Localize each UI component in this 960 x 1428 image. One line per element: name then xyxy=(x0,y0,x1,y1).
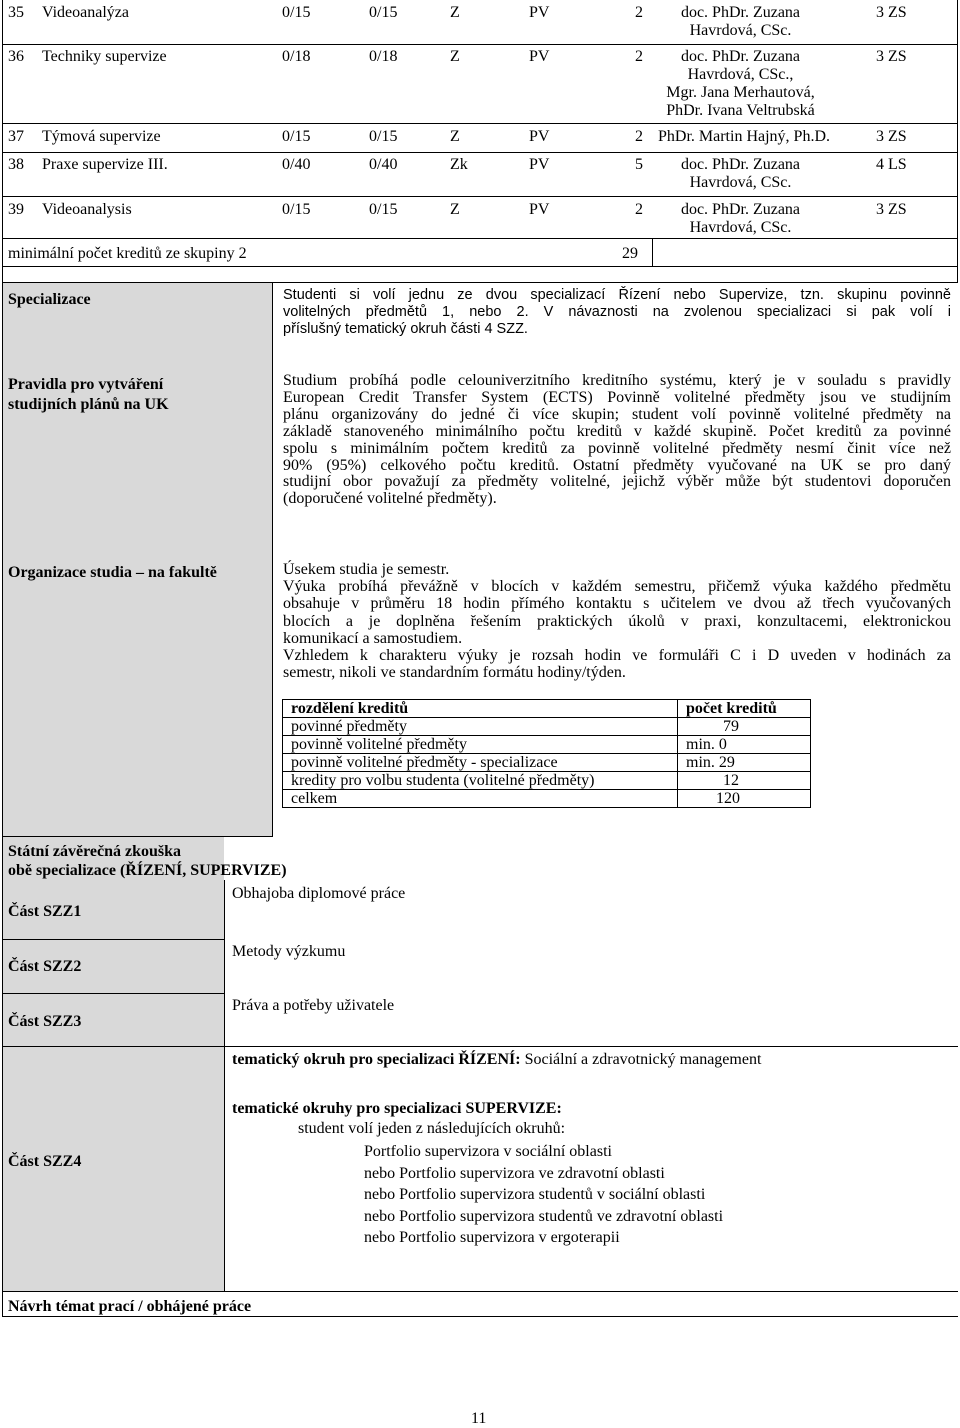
course-type: PV xyxy=(529,156,550,173)
course-hours-1: 0/40 xyxy=(282,156,311,173)
organizace-text: Úsekem studia je semestr. Výuka probíhá převážně v blocích v každém semestru, přičemž výuka každého předmětu obsahuje v průměru 18 hodin přímého kontaktu s učitelem ve dvou až třech vyučovaných blocích a je doplněna řešením praktických úkolů v praxi, konzultacemi, elektronickou komunikací a samostudiem. Vzhledem k charakteru výuky je rozsah hodin ve formuláři C i D uveden v hodinách za semestr, nikoli ve standardním formátu hodiny/týden. xyxy=(283,561,951,682)
course-hours-2: 0/15 xyxy=(369,4,398,21)
course-exam: Z xyxy=(450,4,460,21)
course-type: PV xyxy=(529,128,550,145)
course-semester: 3 ZS xyxy=(876,4,907,21)
course-exam: Z xyxy=(450,201,460,218)
credit-distribution-table xyxy=(282,699,811,808)
course-credits: 2 xyxy=(635,48,643,65)
szz-part-content: Metody výzkumu xyxy=(232,943,346,960)
szz-part-label: Část SZZ2 xyxy=(8,958,82,975)
szz-part-label: Část SZZ1 xyxy=(8,903,82,920)
course-hours-2: 0/15 xyxy=(369,201,398,218)
list-item: nebo Portfolio supervizora ve zdravotní oblasti xyxy=(364,1164,665,1182)
course-exam: Z xyxy=(450,48,460,65)
szz-title: Státní závěrečná zkouška xyxy=(8,843,182,860)
navrh-label: Návrh témat prací / obhájené práce xyxy=(8,1298,252,1315)
course-number: 37 xyxy=(8,128,24,145)
course-semester: 3 ZS xyxy=(876,128,907,145)
course-lecturer: doc. PhDr. Zuzana Havrdová, CSc. xyxy=(680,201,801,236)
supervize-list xyxy=(364,1141,723,1249)
course-hours-2: 0/18 xyxy=(369,48,398,65)
course-hours-1: 0/15 xyxy=(282,128,311,145)
list-item: Portfolio supervizora v sociální oblasti xyxy=(364,1143,612,1160)
rizeni-topic: tematický okruh pro specializaci ŘÍZENÍ: Sociální a zdravotnický management xyxy=(232,1051,762,1068)
pravidla-label: Pravidla pro vytváření studijních plánů na UK xyxy=(8,376,169,413)
course-type: PV xyxy=(529,48,550,65)
course-hours-2: 0/15 xyxy=(369,128,398,145)
min-credits-label: minimální počet kreditů ze skupiny 2 xyxy=(8,245,247,262)
supervize-topic-title: tematické okruhy pro specializaci SUPERVIZE: xyxy=(232,1100,562,1117)
szz-part-label: Část SZZ4 xyxy=(8,1153,82,1170)
course-credits: 2 xyxy=(635,128,643,145)
szz-part-content: Práva a potřeby uživatele xyxy=(232,997,395,1014)
course-name: Videoanalýza xyxy=(42,4,129,21)
course-hours-1: 0/15 xyxy=(282,201,311,218)
szz-part-label: Část SZZ3 xyxy=(8,1013,82,1030)
szz-part-content: Obhajoba diplomové práce xyxy=(232,885,406,902)
course-hours-1: 0/18 xyxy=(282,48,311,65)
label-column-bg xyxy=(2,282,272,837)
course-row xyxy=(8,4,24,22)
list-item: nebo Portfolio supervizora studentů ve zdravotní oblasti xyxy=(364,1207,724,1225)
table-row: povinně volitelné předměty min. 0 xyxy=(283,736,811,754)
course-exam: Zk xyxy=(450,156,468,173)
table-header-row xyxy=(283,700,811,718)
course-semester: 3 ZS xyxy=(876,48,907,65)
table-row: povinně volitelné předměty - specializace min. 29 xyxy=(283,754,811,772)
table-row: celkem 120 xyxy=(283,790,811,808)
organizace-label: Organizace studia – na fakultě xyxy=(8,564,217,581)
course-semester: 4 LS xyxy=(876,156,907,173)
course-lecturer: doc. PhDr. Zuzana Havrdová, CSc. xyxy=(680,156,801,191)
course-name: Videoanalysis xyxy=(42,201,132,218)
course-number: 35 xyxy=(8,4,24,21)
pravidla-text: Studium probíhá podle celouniverzitního kreditního systému, který je v souladu s pravidly European Credit Transfer System (ECTS) Povinně volitelné předměty jsou ve studijním plánu organizovány do jedné či více skupin; student volí povinně volitelné předměty na základě stanoveného minimálního počtu kreditů v každé skupině. Počet kreditů za povinné spolu s minimálním počtem kreditů za povinně volitelné předměty nesmí činit více než 90% (95%) celkového počtu kreditů. Ostatní předměty vyučované na UK se pro daný studijní obor považují za předměty volitelné, jejichž výběr může být studentovi doporučen (doporučené volitelné předměty). xyxy=(283,372,951,508)
szz-subtitle: obě specializace (ŘÍZENÍ, SUPERVIZE) xyxy=(8,862,287,879)
list-item: nebo Portfolio supervizora studentů v sociální oblasti xyxy=(364,1186,706,1203)
table-row: kredity pro volbu studenta (volitelné předměty) 12 xyxy=(283,772,811,790)
table-row: povinné předměty 79 xyxy=(283,718,811,736)
specializace-text: Studenti si volí jednu ze dvou specializací Řízení nebo Supervize, tzn. skupinu povinně volitelných předmětů 1, nebo 2. V návaznosti na zvolenou specializaci si pak volí i příslušný tematický okruh části 4 SZZ. xyxy=(283,287,951,337)
course-lecturer: doc. PhDr. Zuzana Havrdová, CSc., Mgr. Jana Merhautová, PhDr. Ivana Veltrubská xyxy=(666,48,815,119)
list-item: nebo Portfolio supervizora v ergoterapii xyxy=(364,1229,620,1246)
specializace-label: Specializace xyxy=(8,291,91,308)
course-name: Praxe supervize III. xyxy=(42,156,168,173)
supervize-intro: student volí jeden z následujících okruhů: xyxy=(298,1120,566,1137)
course-number: 36 xyxy=(8,48,24,65)
course-credits: 5 xyxy=(635,156,643,173)
course-hours-2: 0/40 xyxy=(369,156,398,173)
course-lecturer: PhDr. Martin Hajný, Ph.D. xyxy=(658,128,830,145)
course-name: Týmová supervize xyxy=(42,128,161,145)
course-credits: 2 xyxy=(635,201,643,218)
page-number: 11 xyxy=(471,1410,487,1427)
course-exam: Z xyxy=(450,128,460,145)
course-number: 38 xyxy=(8,156,24,173)
table-header: počet kreditů xyxy=(678,700,811,718)
min-credits-value: 29 xyxy=(622,245,638,262)
course-number: 39 xyxy=(8,201,24,218)
course-hours-1: 0/15 xyxy=(282,4,311,21)
course-type: PV xyxy=(529,201,550,218)
course-name: Techniky supervize xyxy=(42,48,167,65)
table-header: rozdělení kreditů xyxy=(283,700,678,718)
course-credits: 2 xyxy=(635,4,643,21)
course-lecturer: doc. PhDr. Zuzana Havrdová, CSc. xyxy=(680,4,801,39)
course-semester: 3 ZS xyxy=(876,201,907,218)
course-type: PV xyxy=(529,4,550,21)
